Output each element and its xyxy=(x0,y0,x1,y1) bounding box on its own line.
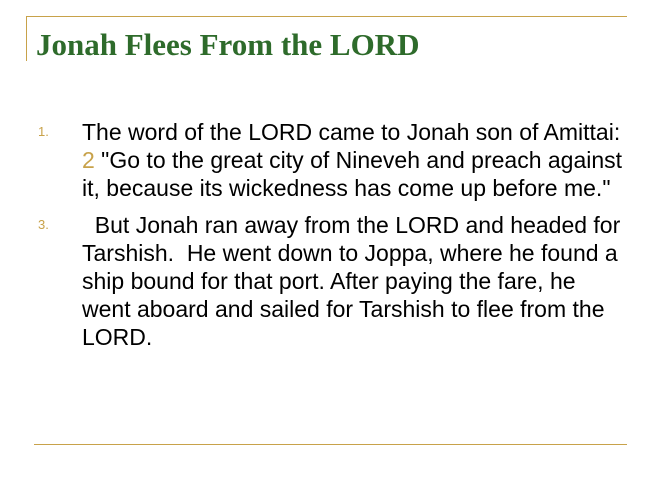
item-3-text: But Jonah ran away from the LORD and headed for Tarshish. He went down to Joppa, where he found a ship bound for that port. After paying the fare, he went aboard and sailed for Tarshish to flee from the LORD. xyxy=(82,212,621,350)
slide-title: Jonah Flees From the LORD xyxy=(36,27,420,62)
list-marker-1: 1. xyxy=(38,124,49,139)
list-item-3 xyxy=(38,211,628,351)
bottom-divider xyxy=(34,444,627,445)
item-1-text-before: The word of the LORD came to Jonah son of Amittai: xyxy=(82,119,621,145)
item-1-text-after: "Go to the great city of Nineveh and preach against it, because its wickedness has come up before me." xyxy=(82,147,623,201)
list-marker-3: 3. xyxy=(38,217,49,232)
list-item-1 xyxy=(38,118,628,202)
body-list xyxy=(38,118,628,351)
verse-number-2: 2 xyxy=(82,147,95,173)
